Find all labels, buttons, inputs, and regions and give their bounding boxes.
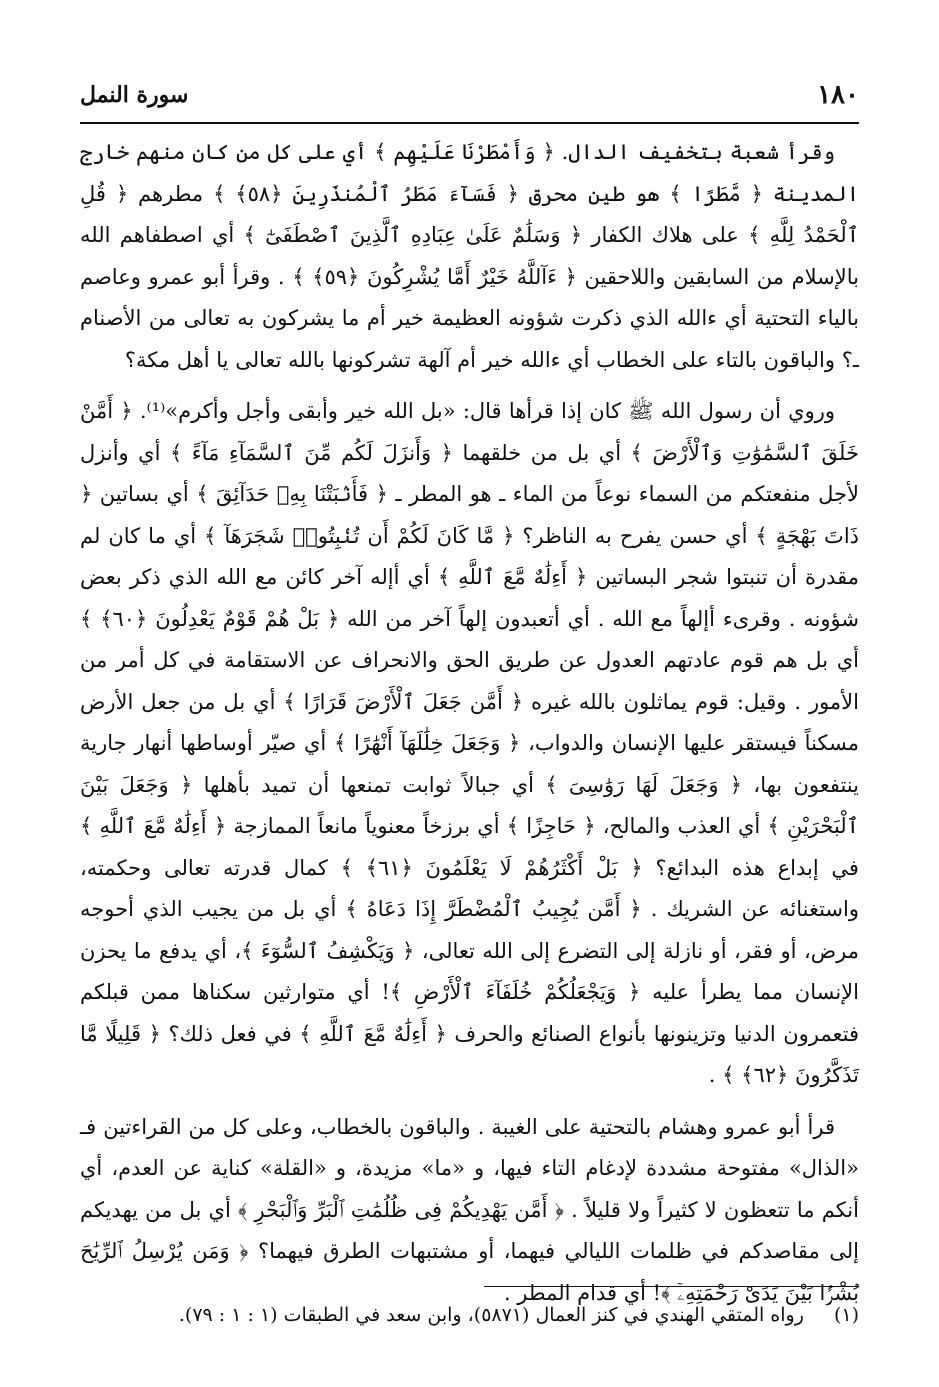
footnote-number: (١) [833, 1304, 859, 1326]
paragraph: وقرأ شعبة بتخفيف الدال. ﴿ وَأَمْطَرْنَا عَلَيْهِم ﴾ أي على كل من كان منهم خارج المدينة ﴿ مَّطَرًا ﴾ هو طين محرق ﴿ فَسَآءَ مَطَرُ ٱلْمُنذَرِينَ ﴿٥٨﴾ ﴾ مطرهم ﴿ قُلِ ٱلْحَمْدُ لِلَّهِ ﴾ على هلاك الكفار ﴿ وَسَلَٰمٌ عَلَىٰ عِبَادِهِ ٱلَّذِينَ ٱصْطَفَىٰٓ ﴾ أي اصطفاهم الله بالإسلام من السابقين واللاحقين ﴿ ءَآللَّهُ خَيْرٌ أَمَّا يُشْرِكُونَ ﴿٥٩﴾ ﴾ . وقرأ أبو عمرو وعاصم بالياء التحتية أي ءالله الذي ذكرت شؤونه العظيمة خير أم ما يشركون به تعالى من الأصنام ـ؟ والباقون بالتاء على الخطاب أي ءالله خير أم آلهة تشركونها بالله تعالى يا أهل مكة؟ [80, 140, 859, 372]
paragraph: قرأ أبو عمرو وهشام بالتحتية على الغيبة . والباقون بالخطاب، وعلى كل من القراءتين فـ «الذال» مفتوحة مشددة لإدغام التاء فيها، و «ما» مزيدة، و «القلة» كناية عن العدم، أي أنكم ما تتعظون لا كثيراً ولا قليلاً . ﴿ أَمَّن يَهْدِيكُمْ فِى ظُلُمَٰتِ ٱلْبَرِّ وَٱلْبَحْرِ ﴾ أي بل من يهديكم إلى مقاصدكم في ظلمات الليالي فيهما، أو مشتبهات الطرق فيهما؟ ﴿ وَمَن يُرْسِلُ ٱلرِّيَٰحَ بُشْرًۢا بَيْنَ يَدَىْ رَحْمَتِهِۦٓ ﴾! أي قدام المطر . [80, 1114, 859, 1305]
page-header [80, 78, 859, 124]
page-number: ١٨٠ [807, 80, 859, 110]
footnote [80, 1300, 859, 1330]
surah-title: سورة النمل [80, 82, 198, 108]
paragraph: وروي أن رسول الله ﷺ كان إذا قرأها قال: «بل الله خير وأبقى وأجل وأكرم»⁽¹⁾. ﴿ أَمَّنْ خَلَقَ ٱلسَّمَٰوَٰتِ وَٱلْأَرْضَ ﴾ أي بل من خلقهما ﴿ وَأَنزَلَ لَكُم مِّنَ ٱلسَّمَآءِ مَآءً ﴾ أي وأنزل لأجل منفعتكم من السماء نوعاً من الماء ـ هو المطر ـ ﴿ فَأَنۢبَتْنَا بِهِۦ حَدَآئِقَ ﴾ أي بساتين ﴿ ذَاتَ بَهْجَةٍ ﴾ أي حسن يفرح به الناظر؟ ﴿ مَّا كَانَ لَكُمْ أَن تُنۢبِتُوا۟ شَجَرَهَآ ﴾ أي ما كان لم مقدرة أن تنبتوا شجر البساتين ﴿ أَءِلَٰهٌ مَّعَ ٱللَّهِ ﴾ أي أإله آخر كائن مع الله الذي ذكر بعض شؤونه . وقرىء أإلهاً مع الله . أي أتعبدون إلهاً آخر من الله ﴿ بَلْ هُمْ قَوْمٌ يَعْدِلُونَ ﴿٦٠﴾ ﴾ أي بل هم قوم عادتهم العدول عن طريق الحق والانحراف عن الاستقامة في كل أمر من الأمور . وقيل: قوم يماثلون بالله غيره ﴿ أَمَّن جَعَلَ ٱلْأَرْضَ قَرَارًا ﴾ أي بل من جعل الأرض مسكناً فيستقر عليها الإنسان والدواب، ﴿ وَجَعَلَ خِلَٰلَهَآ أَنْهَٰرًا ﴾ أي صيّر أوساطها أنهار جارية ينتفعون بها، ﴿ وَجَعَلَ لَهَا رَوَٰسِىَ ﴾ أي جبالاً ثوابت تمنعها أن تميد بأهلها ﴿ وَجَعَلَ بَيْنَ ٱلْبَحْرَيْنِ ﴾ أي العذب والمالح، ﴿ حَاجِزًا ﴾ أي برزخاً معنوياً مانعاً الممازجة ﴿ أَءِلَٰهٌ مَّعَ ٱللَّهِ ﴾ في إبداع هذه البدائع؟ ﴿ بَلْ أَكْثَرُهُمْ لَا يَعْلَمُونَ ﴿٦١﴾ ﴾ كمال قدرته تعالى وحكمته، واستغنائه عن الشريك . ﴿ أَمَّن يُجِيبُ ٱلْمُضْطَرَّ إِذَا دَعَاهُ ﴾ أي بل من يجيب الذي أحوجه مرض، أو فقر، أو نازلة إلى التضرع إلى الله تعالى، ﴿ وَيَكْشِفُ ٱلسُّوٓءَ ﴾، أي يدفع ما يحزن الإنسان مما يطرأ عليه ﴿ وَيَجْعَلُكُمْ خُلَفَآءَ ٱلْأَرْضِ ﴾! أي متوارثين سكناها ممن قبلكم فتعمرون الدنيا وتزينونها بأنواع الصنائع والحرف ﴿ أَءِلَٰهٌ مَّعَ ٱللَّهِ ﴾ في فعل ذلك؟ ﴿ قَلِيلًا مَّا تَذَكَّرُونَ ﴿٦٢﴾ ﴾ . [80, 399, 860, 1087]
footnote-text: رواه المتقي الهندي في كنز العمال (٥٨٧١)، وابن سعد في الطبقات (١ : ١ : ٧٩). [178, 1304, 804, 1326]
footnote-divider [484, 1286, 859, 1287]
page-body [80, 132, 859, 1314]
